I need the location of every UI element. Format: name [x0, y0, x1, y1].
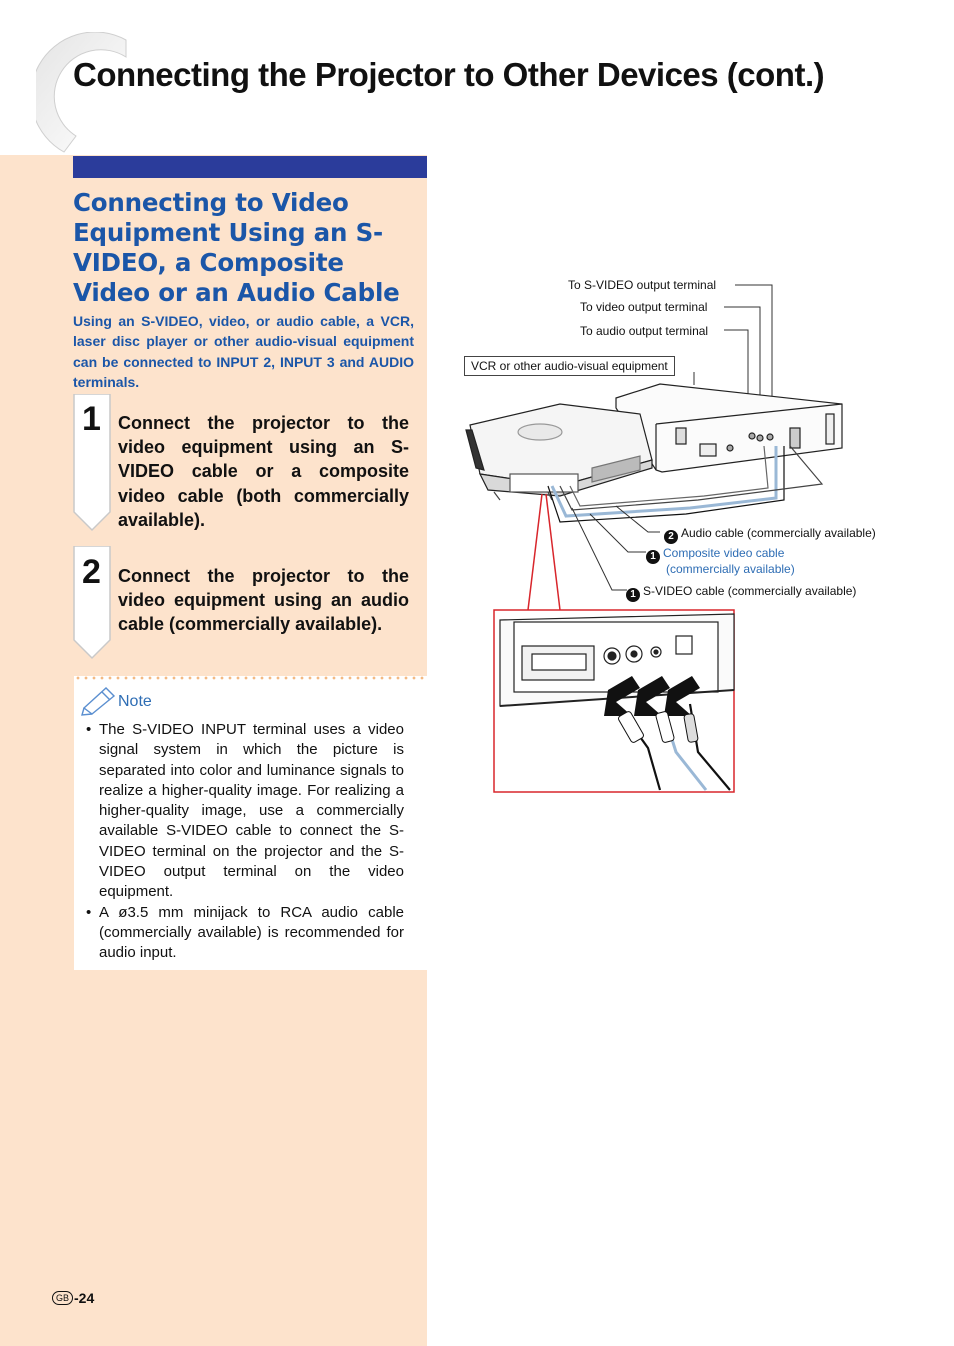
label-vcr-equipment: VCR or other audio-visual equipment	[464, 356, 675, 376]
label-svideo-output: To S-VIDEO output terminal	[568, 278, 717, 292]
label-composite-cable: 1 Composite video cable	[646, 546, 784, 564]
section-heading: Connecting to Video Equipment Using an S-VIDEO, a Composite Video or an Audio Cable	[73, 188, 400, 307]
step-2-number: 2	[82, 553, 101, 591]
projector-device	[466, 404, 652, 500]
gb-badge: GB	[52, 1291, 73, 1305]
page-number: GB -24	[52, 1290, 94, 1306]
note-item: • The S-VIDEO INPUT terminal uses a video signal system in which the picture is separated into color and luminance signals to realize a higher-quality image. For realizing a higher-quality image, use a commercially available S-VIDEO cable to connect the S-VIDEO terminal on the projector and the S-VIDEO output terminal on the video equipment.	[86, 721, 404, 901]
section-intro: Using an S-VIDEO, video, or audio cable, a VCR, laser disc player or other audio-visual equipment can be connected to INPUT 2, INPUT 3 and AUDIO terminals.	[73, 313, 414, 390]
label-composite-cable-line2: (commercially available)	[666, 562, 795, 576]
label-audio-output: To audio output terminal	[580, 324, 709, 338]
label-audio-cable: 2 Audio cable (commercially available)	[664, 526, 876, 544]
label-video-output: To video output terminal	[580, 300, 708, 314]
note-item: • A ø3.5 mm minijack to RCA audio cable (commercially available) is recommended for audio input.	[86, 903, 404, 962]
step-1-number: 1	[82, 400, 101, 438]
page-title: Connecting the Projector to Other Devices (cont.)	[73, 56, 825, 93]
step-2-text: Connect the projector to the video equipment using an audio cable (commercially available).	[118, 566, 409, 635]
label-svideo-cable: 1 S-VIDEO cable (commercially available)	[626, 584, 856, 602]
step-1-text: Connect the projector to the video equipment using an S-VIDEO cable or a composite video cable (both commercially available).	[118, 413, 409, 530]
note-label: Note	[118, 693, 152, 710]
